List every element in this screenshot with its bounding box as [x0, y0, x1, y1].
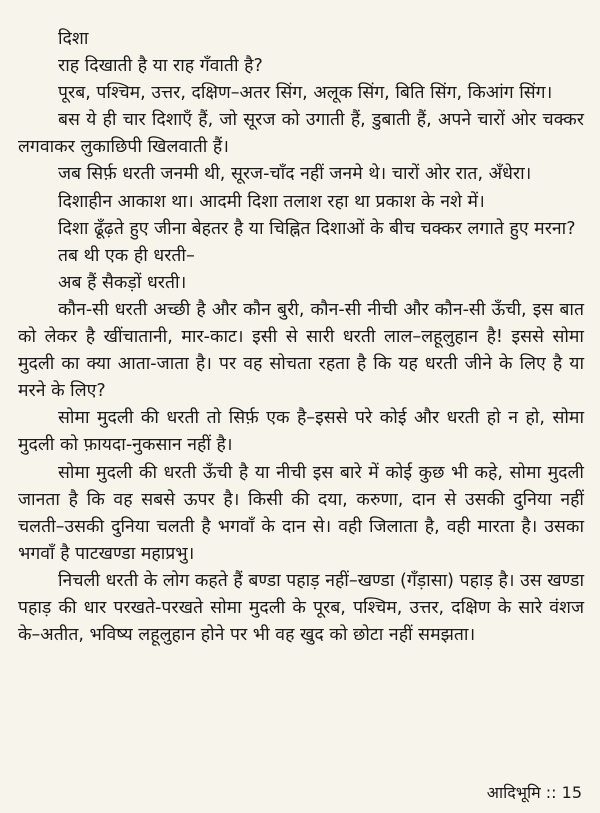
paragraph: अब हैं सैकड़ों धरती।	[58, 272, 187, 293]
paragraph-title: दिशा	[58, 29, 89, 49]
paragraph: बस ये ही चार दिशाएँ हैं, जो सूरज को उगाती हैं, डुबाती हैं, अपने चारों ओर चक्कर लगवाकर लुकाछिपी खिलवाती हैं।	[18, 110, 584, 158]
page-body	[18, 26, 584, 649]
running-title: आदिभूमि	[486, 783, 541, 802]
paragraph: निचली धरती के लोग कहते हैं बण्डा पहाड़ नहीं–खण्डा (गँड़ासा) पहाड़ है। उस खण्डा पहाड़ की धार परखते-परखते सोमा मुदली के पूरब, पश्चिम, उत्तर, दक्षिण के सारे वंशज के–अतीत, भविष्य लहूलुहान होने पर भी वह खुद को छोटा नहीं समझता।	[18, 570, 584, 646]
paragraph: सोमा मुदली की धरती ऊँची है या नीची इस बारे में कोई कुछ भी कहे, सोमा मुदली जानता है कि वह सबसे ऊपर है। किसी की दया, करुणा, दान से उसकी दुनिया नहीं चलती–उसकी दुनिया चलती है भगवाँ के दान से। वही जिलाता है, वही मारता है। उसका भगवाँ है पाटखण्डा महाप्रभु।	[18, 462, 584, 564]
paragraph: दिशाहीन आकाश था। आदमी दिशा तलाश रहा था प्रकाश के नशे में।	[58, 191, 485, 212]
paragraph: कौन-सी धरती अच्छी है और कौन बुरी, कौन-सी नीची और कौन-सी ऊँची, इस बात को लेकर है खींचातानी, मार-काट। इसी से सारी धरती लाल–लहूलुहान है! इससे सोमा मुदली का क्या आता-जाता है। पर वह सोचता रहता है कि यह धरती जीने के लिए है या मरने के लिए?	[18, 299, 584, 402]
paragraph: राह दिखाती है या राह गँवाती है?	[58, 56, 263, 77]
paragraph: पूरब, पश्चिम, उत्तर, दक्षिण–अतर सिंग, अलूक सिंग, बिति सिंग, किआंग सिंग।	[58, 83, 553, 104]
page-number: 15	[561, 783, 582, 802]
paragraph: तब थी एक ही धरती–	[58, 245, 195, 266]
paragraph: सोमा मुदली की धरती तो सिर्फ़ एक है–इससे परे कोई और धरती हो न हो, सोमा मुदली को फ़ायदा-नुकसान नहीं है।	[18, 408, 584, 456]
paragraph: जब सिर्फ़ धरती जनमी थी, सूरज-चाँद नहीं जनमे थे। चारों ओर रात, अँधेरा।	[58, 164, 532, 185]
footer-separator: ::	[545, 783, 557, 802]
paragraph: दिशा ढूँढ़ते हुए जीना बेहतर है या चिह्नित दिशाओं के बीच चक्कर लगाते हुए मरना?	[58, 218, 576, 239]
page-footer	[487, 781, 582, 803]
